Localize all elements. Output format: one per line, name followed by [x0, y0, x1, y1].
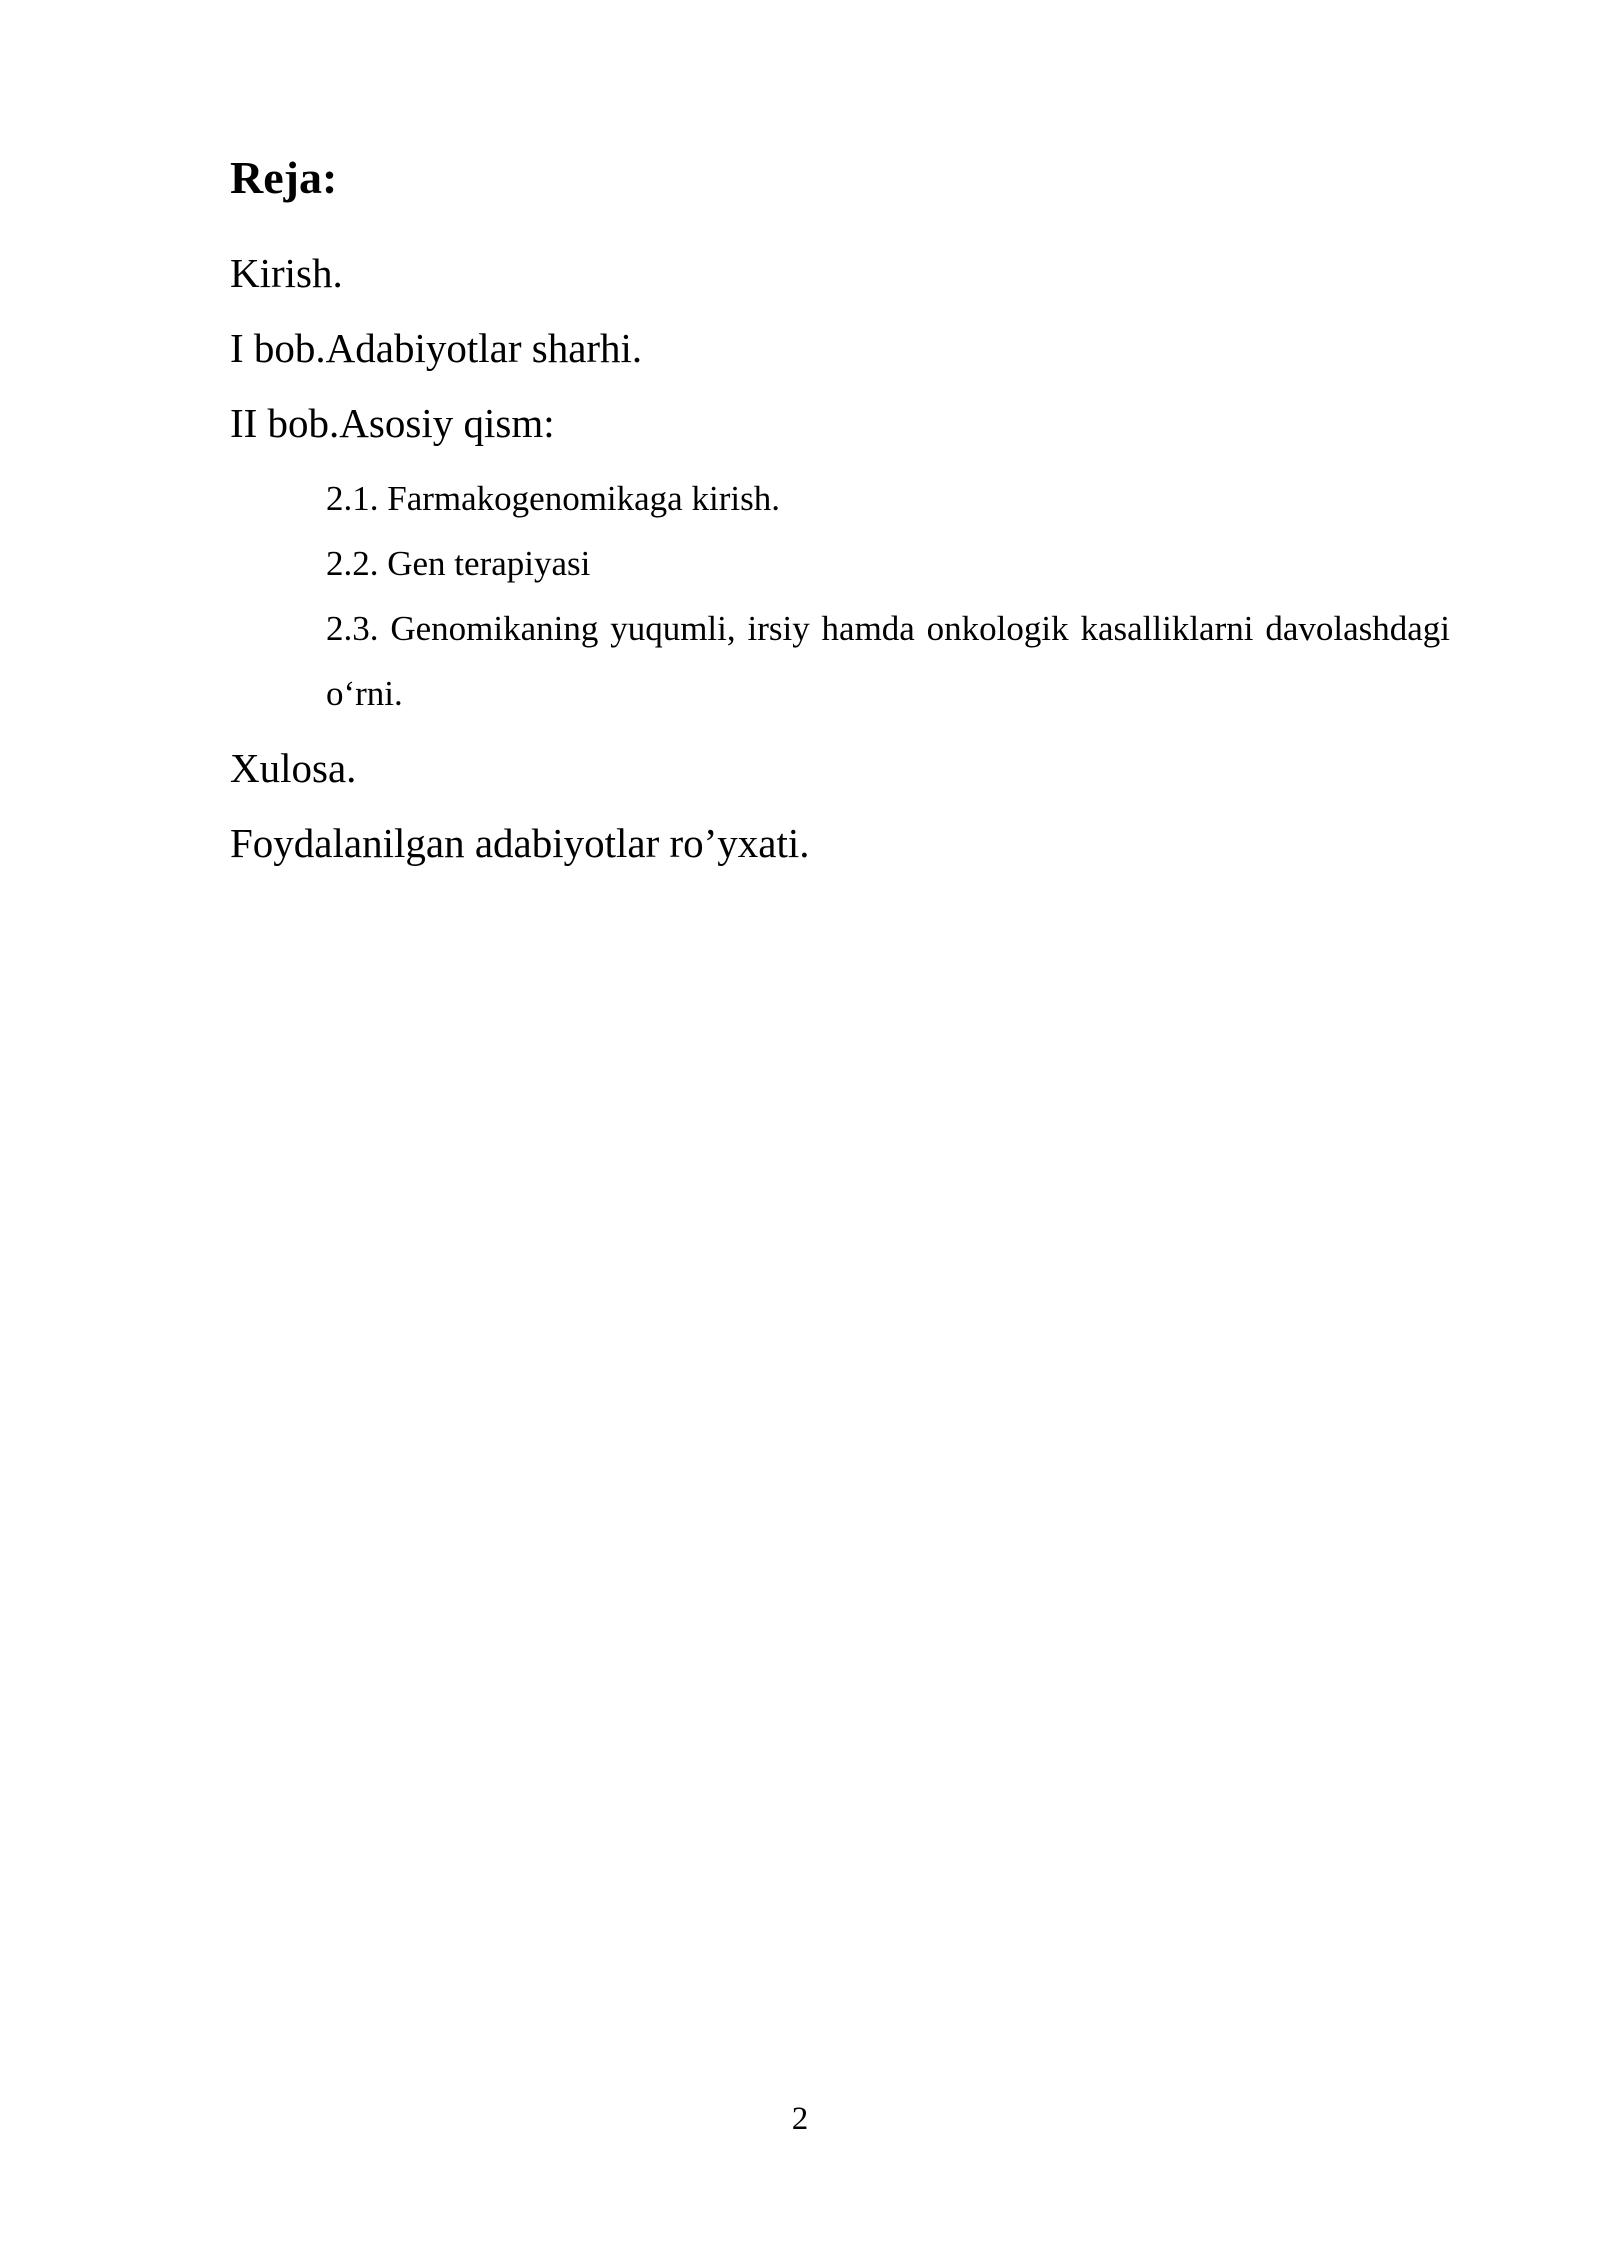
toc-subentry-2-3: 2.3. Genomikaning yuqumli, irsiy hamda onkologik kasalliklarni davolashdagi o‘rni.	[326, 609, 1450, 713]
toc-subsection-list	[230, 466, 1450, 726]
page-number: 2	[791, 2101, 809, 2137]
toc-entry-chapter-2: II bob.Asosiy qism:	[230, 400, 555, 446]
toc-entry-chapter-1: I bob.Adabiyotlar sharhi.	[230, 325, 643, 371]
table-of-contents	[230, 236, 1450, 881]
page-heading: Reja:	[230, 152, 338, 203]
toc-subentry-2-1: 2.1. Farmakogenomikaga kirish.	[326, 479, 780, 518]
toc-entry-references: Foydalanilgan adabiyotlar ro’yxati.	[230, 820, 810, 866]
toc-entry-introduction: Kirish.	[230, 250, 343, 296]
toc-entry-conclusion: Xulosa.	[230, 745, 357, 791]
toc-subentry-2-2: 2.2. Gen terapiyasi	[326, 544, 591, 583]
